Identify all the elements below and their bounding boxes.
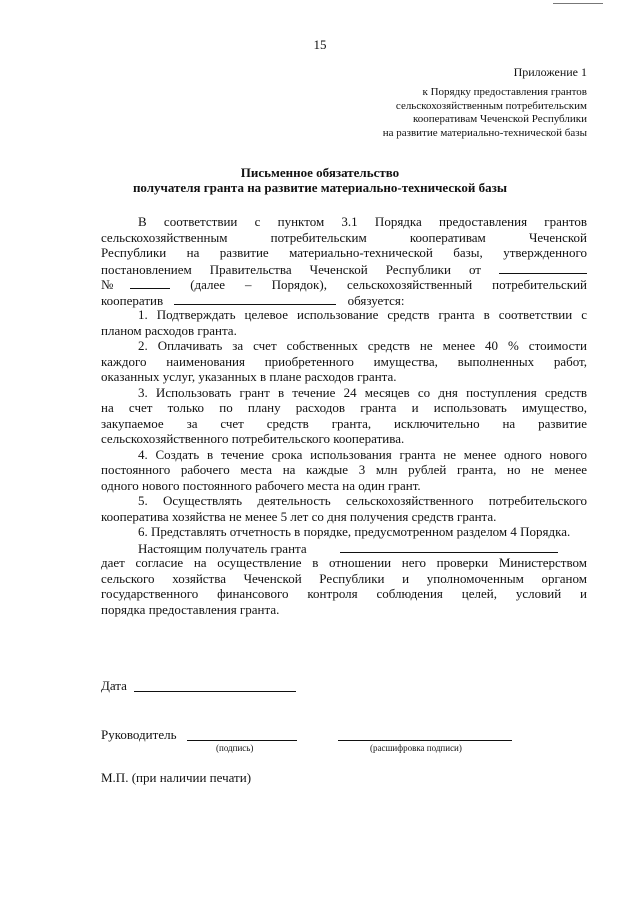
intro-line-text: обязуется: xyxy=(347,292,405,308)
recipient-name-field xyxy=(340,540,558,553)
document-title-line-2: получателя гранта на развитие материально-технической базы xyxy=(132,180,508,195)
consent-line-text: Настоящим получатель гранта xyxy=(138,540,307,556)
obligation-line: планом расходов гранта. xyxy=(101,322,237,338)
annex-label: Приложение 1 xyxy=(513,65,587,79)
document-title xyxy=(0,165,640,195)
consent-line: дает согласие на осуществление в отношении него проверки Министерством xyxy=(101,555,587,570)
intro-line-text: постановлением Правительства Чеченской Республики от xyxy=(101,261,481,277)
annex-description-line: кооперативам Чеченской Республики xyxy=(412,113,587,125)
date-field xyxy=(134,678,296,692)
intro-line: Республики на развитие материально-технической базы, утвержденного xyxy=(101,245,587,260)
obligation-line: закупаемое за счет средств гранта, исключительно на развитие xyxy=(101,415,587,431)
date-label: Дата xyxy=(101,678,127,693)
number-sign: № xyxy=(101,277,131,292)
obligation-line: одного нового постоянного рабочего места на один грант. xyxy=(101,477,421,493)
consent-line: порядка предоставления гранта. xyxy=(101,601,280,617)
decree-date-field xyxy=(499,261,587,274)
annex-description-line: сельскохозяйственным потребительским xyxy=(395,99,587,112)
top-rule xyxy=(553,3,603,4)
decree-number-field xyxy=(130,276,170,289)
obligation-line: на счет только по плану расходов гранта и использовать имущество, xyxy=(101,400,587,415)
intro-line-text: кооператив xyxy=(101,292,164,308)
annex-description-line: на развитие материально-технической базы xyxy=(382,126,587,139)
intro-line xyxy=(101,292,587,308)
signature-caption: (подпись) xyxy=(216,743,254,753)
seal-label: М.П. (при наличии печати) xyxy=(101,770,252,785)
intro-line-text: (далее – Порядок), сельскохозяйственный потребительский xyxy=(190,277,587,292)
intro-line: В соответствии с пунктом 3.1 Порядка предоставления грантов xyxy=(138,214,587,229)
annex-description xyxy=(330,86,587,140)
signature-decoding-field xyxy=(338,727,512,741)
obligation-line: 4. Создать в течение срока использования гранта не менее одного нового xyxy=(138,446,587,462)
obligation-line: 6. Представлять отчетность в порядке, предусмотренном разделом 4 Порядка. xyxy=(138,524,571,539)
cooperative-name-field xyxy=(174,292,336,305)
head-row xyxy=(101,727,177,742)
decoding-caption: (расшифровка подписи) xyxy=(370,743,462,753)
obligation-line: каждого наименования приобретенного имущества, выполненных работ, xyxy=(101,353,587,369)
intro-line xyxy=(101,276,587,292)
annex-description-line: к Порядку предоставления грантов xyxy=(422,86,587,98)
consent-line: государственного финансового контроля соблюдения целей, условий и xyxy=(101,586,587,601)
intro-line: сельскохозяйственным потребительским кооперативам Чеченской xyxy=(101,229,587,245)
document-body xyxy=(101,214,587,617)
date-row xyxy=(101,678,127,693)
obligation-line: 2. Оплачивать за счет собственных средств не менее 40 % стоимости xyxy=(138,338,587,353)
obligation-line: оказанных услуг, указанных в плане расходов гранта. xyxy=(101,369,397,384)
obligation-line: кооператива хозяйства не менее 5 лет со дня получения средств гранта. xyxy=(101,508,497,524)
obligation-line: сельскохозяйственного потребительского кооператива. xyxy=(101,431,405,446)
obligation-line: 3. Использовать грант в течение 24 месяцев со дня поступления средств xyxy=(138,384,587,400)
document-title-line-1: Письменное обязательство xyxy=(240,165,400,180)
obligation-line: 1. Подтверждать целевое использование средств гранта в соответствии с xyxy=(138,307,587,322)
consent-line xyxy=(101,540,587,556)
obligation-line: 5. Осуществлять деятельность сельскохозяйственного потребительского xyxy=(138,493,587,508)
head-label: Руководитель xyxy=(101,727,177,742)
intro-line xyxy=(101,261,587,277)
obligation-line: постоянного рабочего места на каждые 3 млн рублей гранта, но не менее xyxy=(101,462,587,477)
signature-field xyxy=(187,727,297,741)
page-number: 15 xyxy=(313,37,327,52)
consent-line: сельского хозяйства Чеченской Республики и уполномоченным органом xyxy=(101,570,587,586)
